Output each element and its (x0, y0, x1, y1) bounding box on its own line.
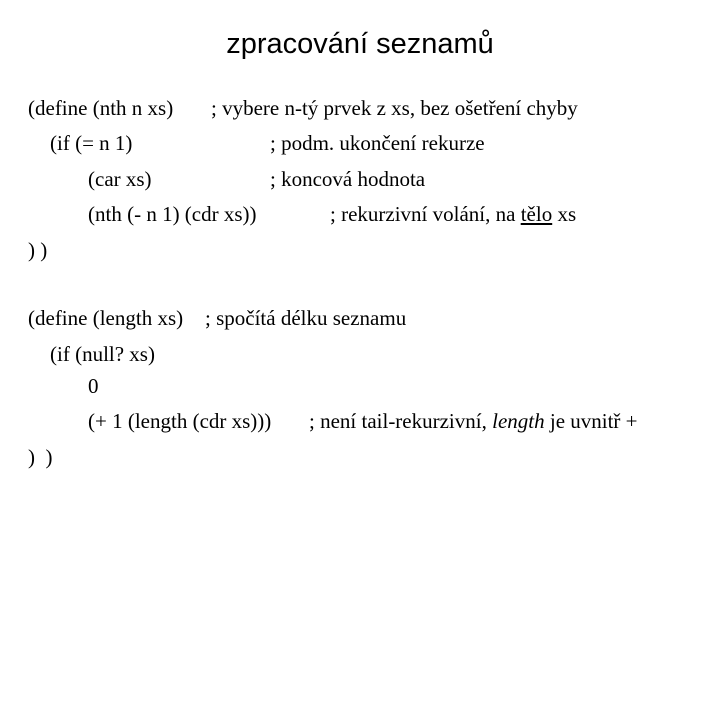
nth-line-2-code: (if (= n 1) (50, 131, 133, 155)
length-line-4-code: (+ 1 (length (cdr xs))) (88, 409, 272, 433)
length-line-2-code: (if (null? xs) (50, 342, 155, 366)
length-line-4-comment-italic: length (492, 409, 545, 433)
nth-line-2-comment: ; podm. ukončení rekurze (270, 131, 485, 155)
nth-line-3-comment: ; koncová hodnota (270, 167, 426, 191)
nth-closing-parens: ) ) (28, 238, 48, 262)
nth-line-1-code: (define (nth n xs) (28, 96, 174, 120)
nth-line-3-code: (car xs) (88, 167, 152, 191)
nth-line-4-comment-end: xs (552, 202, 577, 226)
nth-line-1-comment: ; vybere n-tý prvek z xs, bez ošetření chyby (211, 96, 578, 120)
nth-line-4-code: (nth (- n 1) (cdr xs)) (88, 202, 257, 226)
nth-line-4-comment-underlined: tělo (520, 202, 553, 226)
length-line-4-comment-start: ; není tail-rekurzivní, (309, 409, 493, 433)
code-block-length (0, 306, 720, 728)
length-line-1-comment: ; spočítá délku seznamu (205, 306, 407, 330)
length-line-4-comment (309, 407, 638, 435)
nth-line-4-comment (330, 200, 576, 228)
nth-line-4-comment-start: ; rekurzivní volání, na (330, 202, 521, 226)
length-line-3-code: 0 (88, 374, 99, 398)
slide-title: zpracování seznamů (226, 28, 494, 60)
length-line-1-code: (define (length xs) (28, 306, 184, 330)
length-line-4-comment-end: je uvnitř + (544, 409, 638, 433)
length-closing-parens: ) ) (28, 445, 53, 469)
